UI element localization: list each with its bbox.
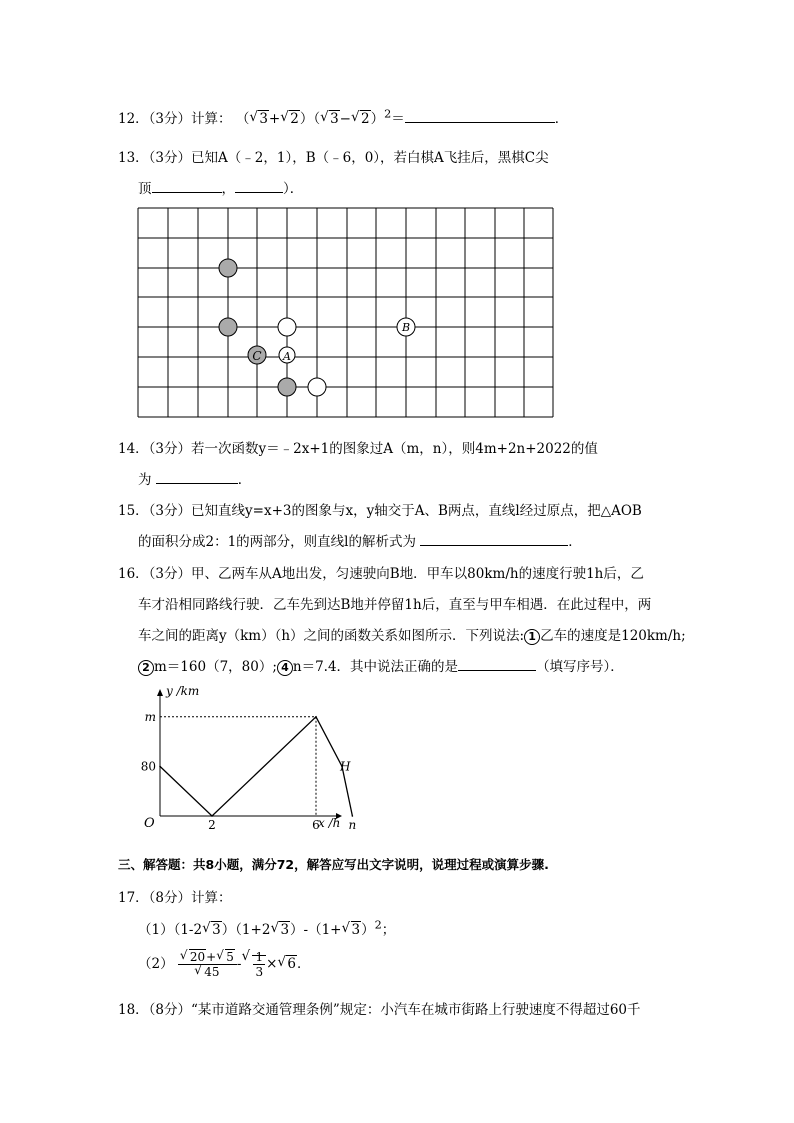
answer-blank[interactable] xyxy=(420,531,568,546)
question-17-part2: （2） √ 20+√ 5 √ 45 - √ $\frac{1}{3}$ ×√ 6． xyxy=(138,950,310,979)
stone-label-a: A xyxy=(283,350,291,363)
y-axis-arrow xyxy=(157,689,163,696)
question-16-line4: 2 m＝160（7，80）; 4 n＝7.4．其中说法正确的是 （填写序号）． xyxy=(138,655,624,676)
stone-label-b: B xyxy=(401,321,411,334)
sqrt: √ 3 xyxy=(342,922,362,938)
series-line xyxy=(160,717,352,816)
stone-label-c: C xyxy=(252,349,262,363)
x-tick-label: 2 xyxy=(208,818,216,832)
sqrt: √ 3 xyxy=(249,111,269,127)
answer-blank[interactable] xyxy=(405,108,555,123)
go-board xyxy=(137,207,557,419)
distance-time-graph xyxy=(136,684,356,834)
sqrt: √ 3 xyxy=(202,922,222,938)
answer-blank[interactable] xyxy=(156,469,238,484)
question-18-line1: 18．（8分）“某市道路交通管理条例”规定：小汽车在城市街路上行驶速度不得超过60千 xyxy=(118,1002,641,1018)
circled-number: 4 xyxy=(277,660,293,676)
board-grid xyxy=(138,208,553,417)
question-17-title: 17．（8分）计算： xyxy=(118,890,232,906)
circled-number: 2 xyxy=(138,660,154,676)
circled-number: 1 xyxy=(524,629,540,645)
x-axis-label: x /h xyxy=(318,816,341,830)
question-15-line1: 15．（3分）已知直线y=x+3的图象与x，y轴交于A、B两点，直线l经过原点，把△AOB xyxy=(118,503,642,519)
question-17-part1: （1）（1-2√ 3）（1+2√ 3）-（1+√ 3）$^2$； xyxy=(138,918,395,938)
answer-blank[interactable] xyxy=(235,178,283,193)
y-tick-label: 80 xyxy=(140,759,156,774)
answer-blank[interactable] xyxy=(458,656,536,671)
sqrt: √ 3 xyxy=(320,111,340,127)
fraction: √ 20+√ 5 √ 45 xyxy=(178,950,237,979)
question-13-line2: 顶 ， ）． xyxy=(138,177,303,197)
section-3-heading: 三、解答题：共8小题，满分72，解答应写出文字说明，说理过程或演算步骤. xyxy=(118,857,549,872)
y-axis-label: y /km xyxy=(166,684,200,698)
origin-label: O xyxy=(144,816,155,831)
data-point xyxy=(159,766,161,768)
sqrt: √ $\frac{1}{3}$ xyxy=(241,950,266,979)
sqrt: √ 2 xyxy=(351,111,371,127)
sqrt: √ 3 xyxy=(270,922,290,938)
question-16-line3: 车之间的距离y（km）（h）之间的函数关系如图所示．下列说法: 1 乙车的速度是120km/h; xyxy=(138,628,686,644)
question-13-line1: 13．（3分）已知A（﹣2，1），B（﹣6，0），若白棋A飞挂后，黑棋C尖 xyxy=(118,150,549,166)
question-15-line2: 的面积分成2：1的两部分，则直线l的解析式为 ． xyxy=(138,530,582,550)
question-12: 12．（3分）计算： （√ 3+√ 2）（√ 3−√ 2）$^2$＝ ． xyxy=(118,107,568,127)
black-stone xyxy=(219,259,237,277)
question-16-line1: 16．（3分）甲、乙两车从A地出发，匀速驶向B地．甲车以80km/h的速度行驶1h后，乙 xyxy=(118,566,644,582)
question-16-line2: 车才沿相同路线行驶．乙车先到达B地并停留1h后，直至与甲车相遇．在此过程中，两 xyxy=(138,597,652,613)
black-stone xyxy=(219,318,237,336)
x-tick-label: n xyxy=(348,818,356,832)
black-stone xyxy=(278,378,296,396)
question-14-line1: 14．（3分）若一次函数y＝﹣2x+1的图象过A（m，n），则4m+2n+2022的值 xyxy=(118,441,598,457)
question-14-line2: 为 ． xyxy=(138,468,251,488)
white-stone xyxy=(278,318,296,336)
x-tick-label: 6 xyxy=(312,818,320,832)
white-stone xyxy=(308,378,326,396)
answer-blank[interactable] xyxy=(152,178,222,193)
data-point xyxy=(211,815,213,817)
sqrt: √ 2 xyxy=(280,111,300,127)
data-point xyxy=(352,815,354,817)
y-tick-label: m xyxy=(144,709,156,724)
point-label-h: H xyxy=(340,759,351,774)
sqrt: √ 6 xyxy=(277,956,297,972)
